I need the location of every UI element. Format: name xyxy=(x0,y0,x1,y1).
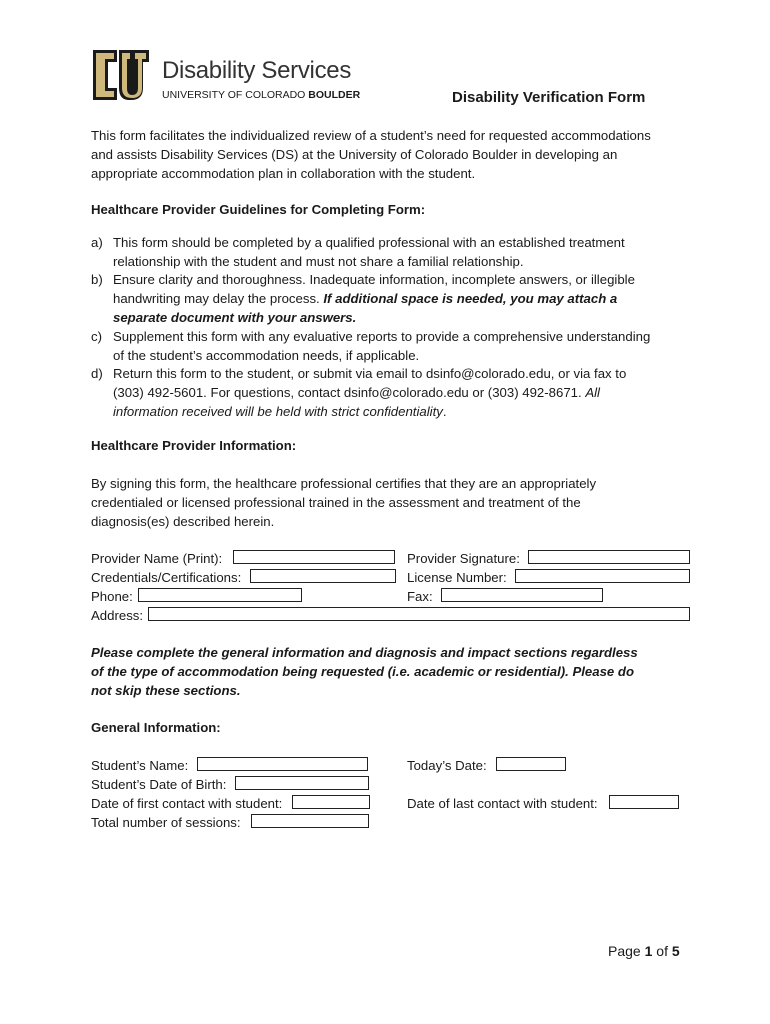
provider-name-label: Provider Name (Print): xyxy=(91,551,223,566)
guideline-b-line-1: Ensure clarity and thoroughness. Inadequate information, incomplete answers, or illegible xyxy=(113,272,635,287)
intro-line-3: appropriate accommodation plan in collaboration with the student. xyxy=(91,166,476,181)
brand-subtitle-regular: UNIVERSITY OF COLORADO xyxy=(162,89,306,101)
brand-subtitle xyxy=(162,89,360,102)
provider-statement-3: diagnosis(es) described herein. xyxy=(91,514,275,529)
guideline-b-letter: b) xyxy=(91,272,103,287)
notice-line-1: Please complete the general information and diagnosis and impact sections regardless xyxy=(91,645,638,660)
guideline-a-line-2: relationship with the student and must not share a familial relationship. xyxy=(113,254,524,269)
provider-statement-2: credentialed or licensed professional trained in the assessment and treatment of the xyxy=(91,495,581,510)
guideline-d-line-2-regular: (303) 492-5601. For questions, contact dsinfo@colorado.edu or (303) 492-8671. xyxy=(113,385,586,400)
guideline-b-line-2-emphasis: If additional space is needed, you may attach a xyxy=(323,291,618,306)
last-contact-input[interactable] xyxy=(609,795,679,809)
guideline-d-line-3-period: . xyxy=(442,404,447,419)
phone-input[interactable] xyxy=(138,588,302,602)
dob-input[interactable] xyxy=(235,776,369,790)
guideline-d-line-2 xyxy=(113,384,600,402)
license-input[interactable] xyxy=(515,569,690,583)
guideline-b-line-3: separate document with your answers. xyxy=(113,310,357,325)
address-label: Address: xyxy=(91,608,144,623)
page-current: 1 xyxy=(644,943,653,959)
guideline-b-line-2-regular: handwriting may delay the process. xyxy=(113,291,324,306)
student-name-input[interactable] xyxy=(197,757,368,771)
last-contact-label: Date of last contact with student: xyxy=(407,796,598,811)
intro-line-1: This form facilitates the individualized review of a student’s need for requested accommodations xyxy=(91,128,651,143)
page-total: 5 xyxy=(671,943,680,959)
student-name-label: Student’s Name: xyxy=(91,758,189,773)
first-contact-label: Date of first contact with student: xyxy=(91,796,283,811)
dob-label: Student’s Date of Birth: xyxy=(91,777,227,792)
notice-line-2: of the type of accommodation being requested (i.e. academic or residential). Please do xyxy=(91,664,635,679)
guideline-c-line-1: Supplement this form with any evaluative reports to provide a comprehensive understanding xyxy=(113,329,651,344)
sessions-input[interactable] xyxy=(251,814,369,828)
todays-date-label: Today’s Date: xyxy=(407,758,487,773)
guidelines-heading: Healthcare Provider Guidelines for Completing Form: xyxy=(91,202,426,217)
provider-signature-input[interactable] xyxy=(528,550,690,564)
guideline-d-letter: d) xyxy=(91,366,103,381)
guideline-d-line-2-italic: All xyxy=(585,385,600,400)
phone-label: Phone: xyxy=(91,589,133,604)
address-input[interactable] xyxy=(148,607,690,621)
provider-signature-label: Provider Signature: xyxy=(407,551,520,566)
license-label: License Number: xyxy=(407,570,507,585)
guideline-b-line-2 xyxy=(113,290,617,308)
page-of-word: of xyxy=(652,943,672,959)
credentials-label: Credentials/Certifications: xyxy=(91,570,242,585)
credentials-input[interactable] xyxy=(250,569,396,583)
cu-logo-icon xyxy=(91,46,151,104)
provider-heading: Healthcare Provider Information: xyxy=(91,438,297,453)
guideline-c-line-2: of the student’s accommodation needs, if applicable. xyxy=(113,348,420,363)
first-contact-input[interactable] xyxy=(292,795,370,809)
guideline-c-letter: c) xyxy=(91,329,102,344)
general-info-heading: General Information: xyxy=(91,720,221,735)
todays-date-input[interactable] xyxy=(496,757,566,771)
provider-statement-1: By signing this form, the healthcare professional certifies that they are an appropriately xyxy=(91,476,597,491)
page-word: Page xyxy=(608,943,645,959)
brand-title: Disability Services xyxy=(162,57,352,84)
fax-input[interactable] xyxy=(441,588,603,602)
guideline-a-letter: a) xyxy=(91,235,103,250)
sessions-label: Total number of sessions: xyxy=(91,815,241,830)
guideline-a-line-1: This form should be completed by a qualified professional with an established treatment xyxy=(113,235,625,250)
brand-subtitle-bold: BOULDER xyxy=(308,89,361,101)
guideline-d-line-3 xyxy=(113,403,447,421)
guideline-d-line-3-italic: information received will be held with strict confidentiality xyxy=(113,404,443,419)
provider-name-input[interactable] xyxy=(233,550,395,564)
intro-line-2: and assists Disability Services (DS) at the University of Colorado Boulder in developing an xyxy=(91,147,618,162)
page-number xyxy=(608,942,680,960)
fax-label: Fax: xyxy=(407,589,433,604)
form-title: Disability Verification Form xyxy=(452,89,646,106)
notice-line-3: not skip these sections. xyxy=(91,683,241,698)
cu-logo xyxy=(91,46,151,104)
guideline-d-line-1: Return this form to the student, or submit via email to dsinfo@colorado.edu, or via fax to xyxy=(113,366,627,381)
